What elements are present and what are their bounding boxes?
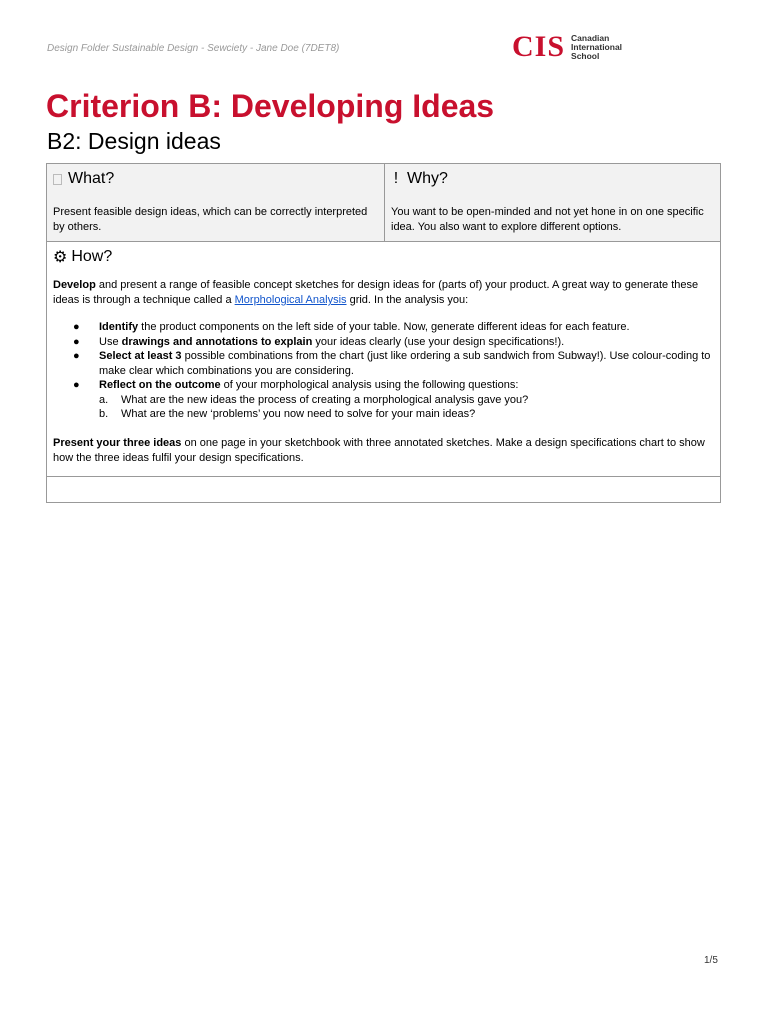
exclamation-icon: ! — [393, 170, 399, 187]
intro-tail: grid. In the analysis you: — [346, 294, 469, 306]
what-header — [47, 164, 384, 194]
list-item-bold: Select at least 3 — [99, 350, 182, 362]
list-item-text: possible combinations from the chart (just like ordering a sub sandwich from Subway!). Use colour-coding to make clear which combinations you are considering. — [99, 350, 711, 377]
list-marker: b. — [99, 408, 109, 420]
list-item-bold: Identify — [99, 321, 139, 333]
list-item-bold: Reflect on the outcome — [99, 379, 221, 391]
criteria-table — [46, 163, 721, 503]
logo-line: International — [571, 41, 623, 52]
list-item — [73, 378, 714, 393]
how-title: How? — [71, 248, 113, 265]
how-row — [47, 242, 720, 477]
logo-line: School — [571, 50, 600, 61]
steps-list — [53, 320, 714, 393]
bullet-icon: ● — [73, 321, 80, 333]
page-number: 1/5 — [704, 955, 718, 966]
gear-icon: ⚙ — [53, 249, 68, 266]
list-item-text: of your morphological analysis using the following questions: — [220, 379, 519, 391]
list-item — [73, 349, 714, 378]
closing-text: on one page in your sketchbook with three annotated sketches. Make a design specifications chart to show how the three ideas fulfil your design specifications. — [53, 436, 705, 464]
how-intro — [53, 278, 714, 308]
why-body: You want to be open-minded and not yet hone in on one specific idea. You also want to explore different options. — [391, 206, 704, 233]
what-why-row — [47, 164, 720, 242]
morphological-analysis-link[interactable]: Morphological Analysis — [234, 294, 347, 306]
why-cell — [385, 164, 720, 241]
intro-text: and present a range of feasible concept sketches for design ideas for (parts of) your product. A great way to generate these ideas is through a technique called a — [53, 279, 699, 306]
closing-bold: Present your three ideas — [53, 436, 182, 449]
what-title: What? — [68, 170, 115, 187]
logo-line: Canadian — [571, 32, 610, 43]
list-item — [73, 335, 714, 350]
logo-text — [571, 34, 622, 61]
bullet-icon: ● — [73, 335, 80, 348]
empty-row[interactable] — [47, 477, 720, 502]
bullet-icon: ● — [73, 350, 80, 362]
school-logo — [512, 32, 622, 62]
page-title: Criterion B: Developing Ideas — [46, 88, 495, 124]
list-item-text: your ideas clearly (use your design specifications!). — [312, 335, 565, 348]
list-item — [99, 393, 714, 408]
list-item-lead: Use — [99, 335, 122, 348]
what-body: Present feasible design ideas, which can be correctly interpreted by others. — [53, 206, 368, 233]
list-item-text: What are the new ‘problems’ you now need to solve for your main ideas? — [121, 408, 476, 420]
list-item-text: the product components on the left side of your table. Now, generate different ideas for each feature. — [138, 321, 630, 333]
questions-list — [53, 393, 714, 422]
list-item-bold: drawings and annotations to explain — [121, 335, 313, 348]
list-item — [99, 407, 714, 422]
how-header — [53, 246, 714, 268]
logo-mark: CIS — [512, 30, 566, 63]
what-cell — [47, 164, 385, 241]
checkbox-icon — [53, 174, 62, 185]
bullet-icon: ● — [73, 379, 80, 391]
section-subtitle: B2: Design ideas — [47, 128, 221, 154]
intro-bold: Develop — [53, 279, 96, 291]
running-header: Design Folder Sustainable Design - Sewciety - Jane Doe (7DET8) — [47, 43, 340, 54]
why-header — [385, 164, 720, 194]
list-item — [73, 320, 714, 335]
why-title: Why? — [407, 170, 448, 187]
list-marker: a. — [99, 393, 109, 406]
how-closing — [53, 436, 714, 466]
list-item-text: What are the new ideas the process of creating a morphological analysis gave you? — [121, 393, 529, 406]
